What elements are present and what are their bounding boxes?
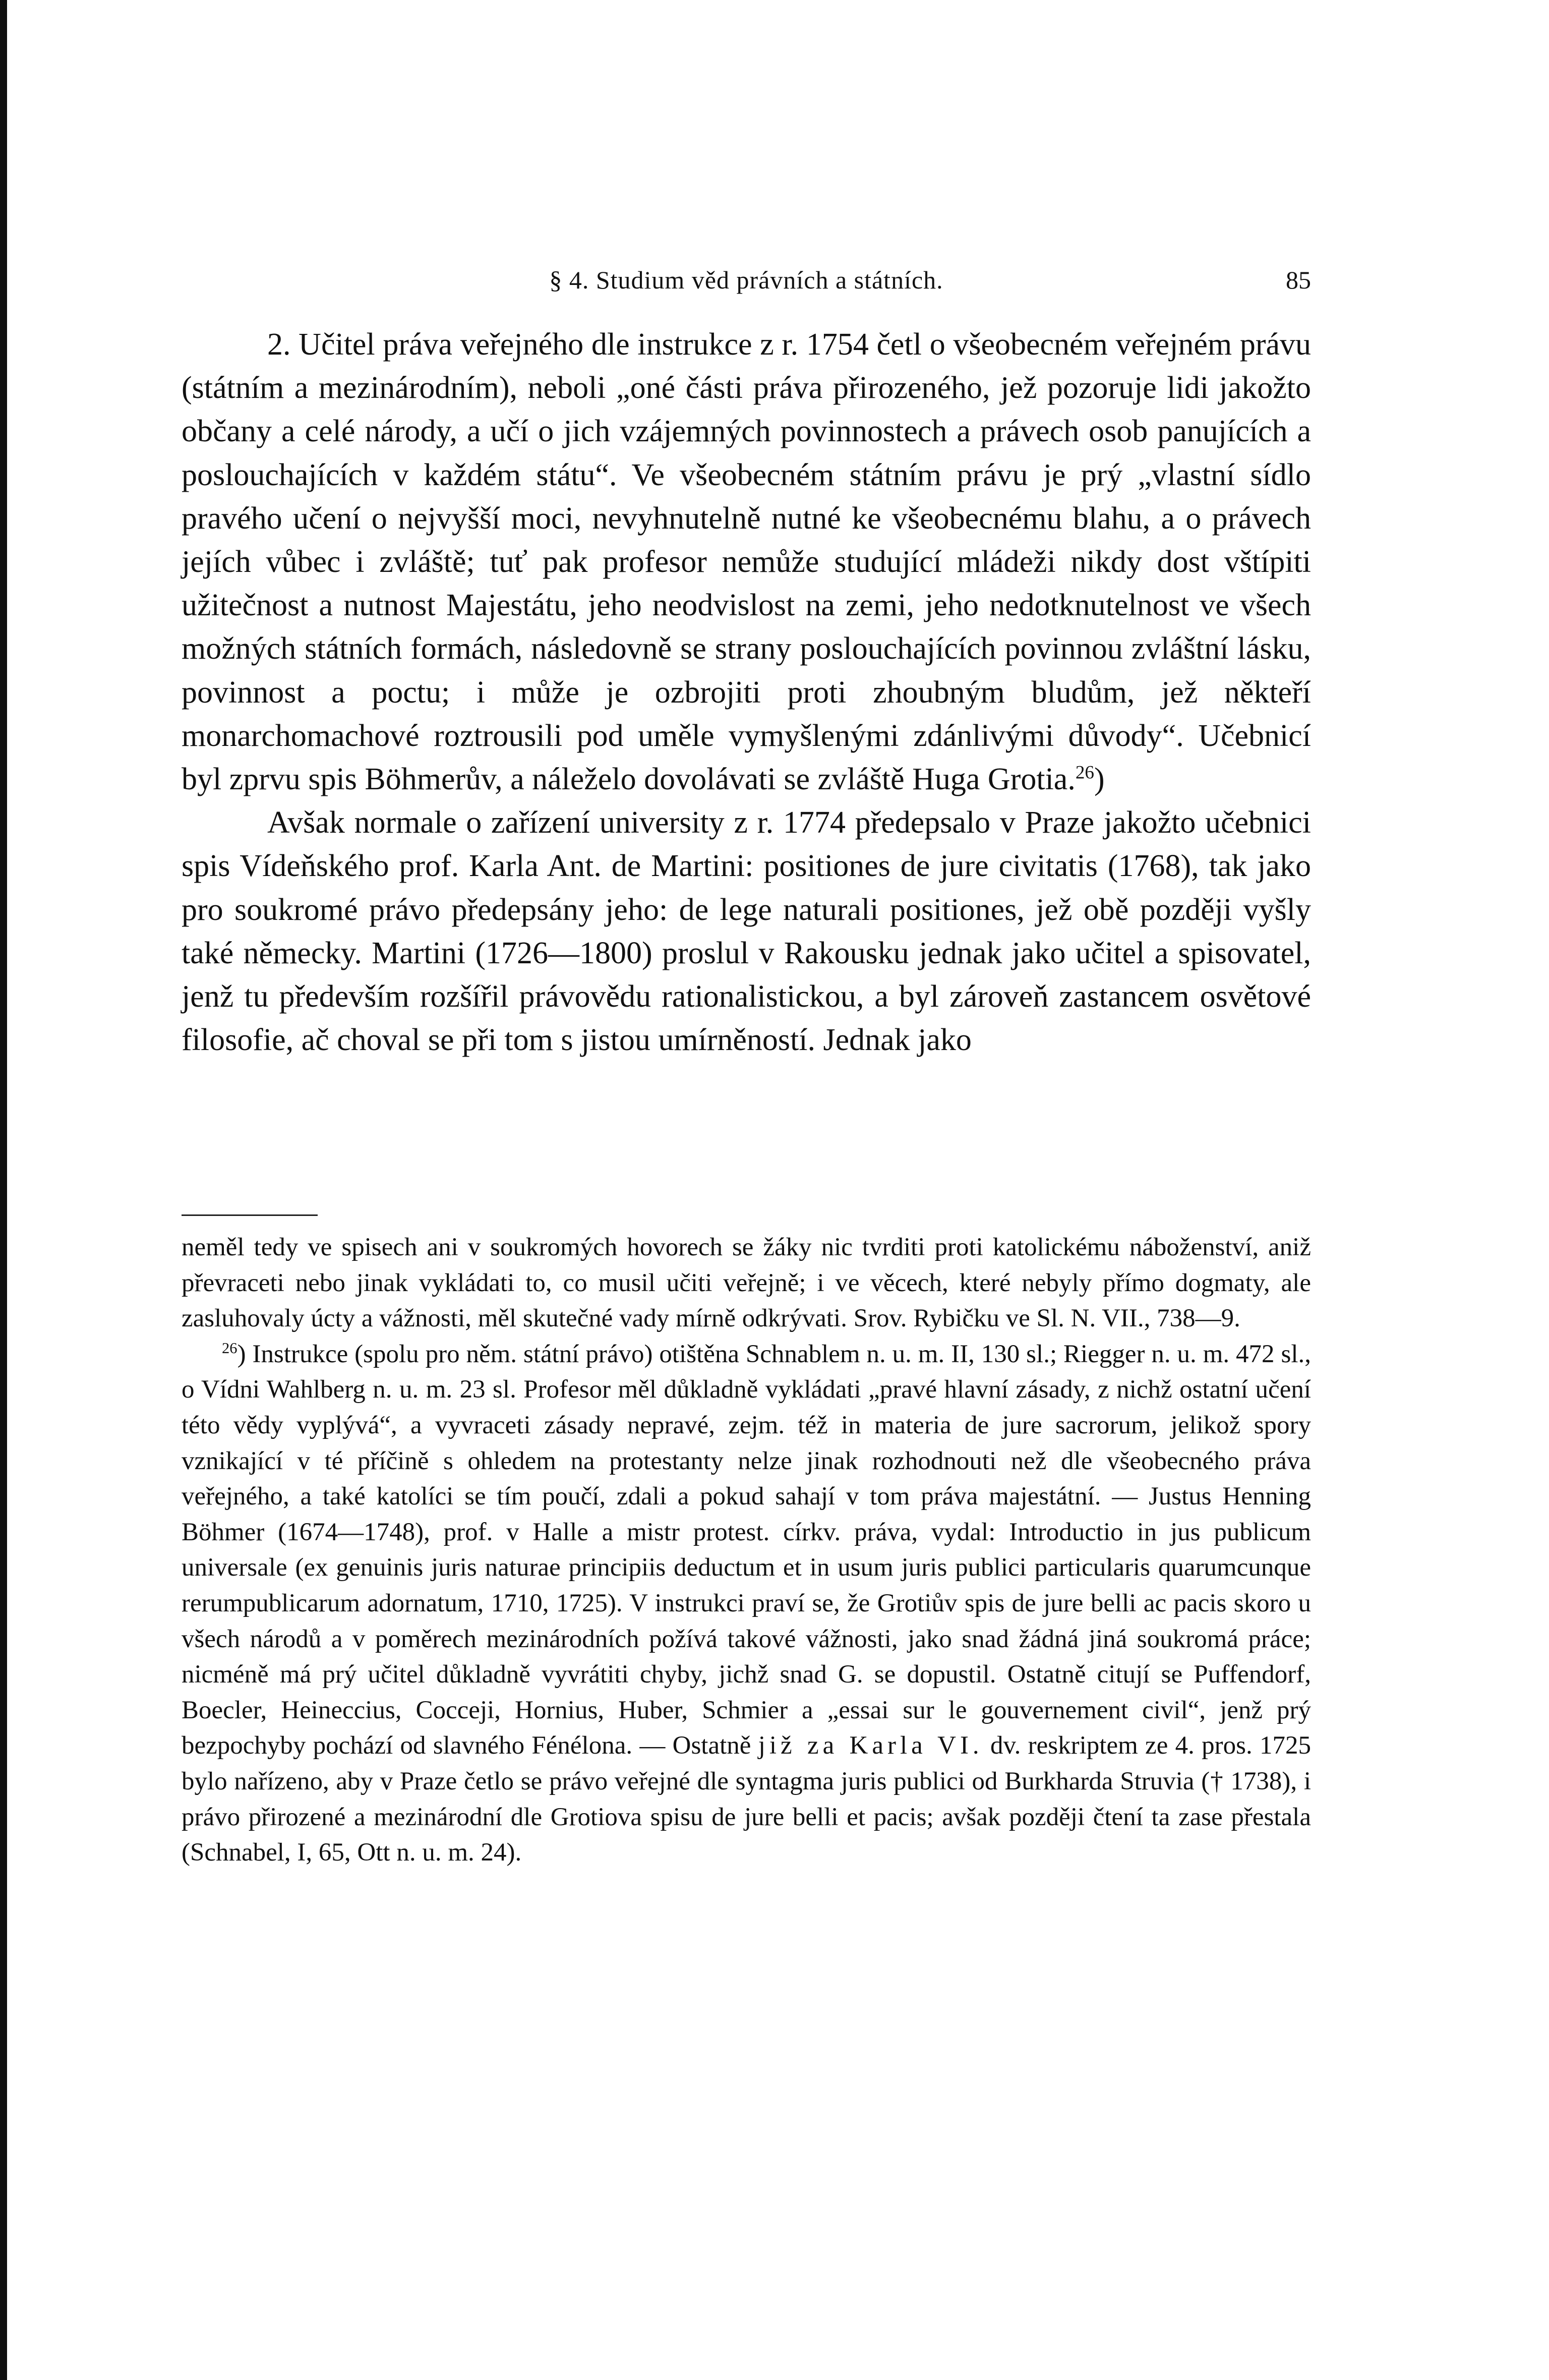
footnote-26-spaced-text: již za Karla VI.	[758, 1731, 983, 1760]
page-edge-border	[0, 0, 7, 2380]
paragraph-teacher-public-law	[182, 323, 1311, 801]
footnotes	[182, 1230, 1311, 1871]
footnote-26-marker: )	[237, 1340, 246, 1368]
page-number: 85	[1286, 266, 1311, 294]
footnote-26-number: 26	[222, 1339, 237, 1357]
footnote-26	[182, 1337, 1311, 1871]
running-title: § 4. Studium věd právních a státních.	[549, 266, 943, 294]
footnote-continued: neměl tedy ve spisech ani v soukromých hovorech se žáky nic tvrditi proti katolickému náboženství, aniž převraceti nebo jinak vykládati to, co musil učiti veřejně; i ve věcech, které nebyly přímo dogmaty, ale zasluhovaly úcty a vážnosti, měl skutečné vady mírně odkrývati. Srov. Rybičku ve Sl. N. VII., 738—9.	[182, 1233, 1311, 1333]
footnote-26-text-b: dv. reskriptem ze 4. pros. 1725 bylo nařízeno, aby v Praze četlo se právo veřejné dle syntagma juris publici od Burkharda Struvia († 1738), i právo přirozené a mezinárodní dle Grotiova spisu de jure belli et pacis; avšak později čtení ta zase přestala (Schnabel, I, 65, Ott n. u. m. 24).	[182, 1731, 1311, 1867]
running-head	[182, 262, 1311, 298]
footnote-ref-26: 26	[1075, 762, 1094, 783]
footnote-separator	[182, 1214, 318, 1216]
paragraph-text: 2. Učitel práva veřejného dle instrukce z r. 1754 četl o všeobecném veřejném právu (státním a mezinárodním), neboli „oné části práva přirozeného, jež pozoruje lidi jakožto občany a celé národy, a učí o jich vzájemných povinnostech a právech osob panujících a poslouchajících v každém státu“. Ve všeobecném státním právu je prý „vlastní sídlo pravého učení o nejvyšší moci, nevyhnutelně nutné ke všeobecnému blahu, a o právech jejích vůbec i zvláště; tuť pak profesor nemůže studující mládeži nikdy dost vštípiti užitečnost a nutnost Majestátu, jeho neodvislost na zemi, jeho nedotknutelnost ve všech možných státních formách, následovně se strany poslouchajících povinnou zvláštní lásku, povinnost a poctu; i může je ozbrojiti proti zhoubným bludům, jež někteří monarchomachové roztrousili pod uměle vymyšlenými zdánlivými důvody“. Učebnicí byl zprvu spis Böhmerův, a náleželo dovolávati se zvláště Huga Grotia.	[182, 327, 1311, 797]
footnote-ref-paren: )	[1094, 762, 1105, 797]
main-text	[182, 323, 1311, 1062]
footnote-26-text-a: Instrukce (spolu pro něm. státní právo) otištěna Schnablem n. u. m. II, 130 sl.; Riegger n. u. m. 472 sl., o Vídni Wahlberg n. u. m. 23 sl. Profesor měl důkladně vykládati „pravé hlavní zásady, z nichž ostatní učení této vědy vyplývá“, a vyvraceti zásady nepravé, zejm. též in materia de jure sacrorum, jelikož spory vznikající v té příčině s ohledem na protestanty nelze jinak rozhodnouti než dle všeobecného práva veřejného, a také katolíci se tím poučí, zdali a pokud sahají v tom práva majestátní. — Justus Henning Böhmer (1674—1748), prof. v Halle a mistr protest. církv. práva, vydal: Introductio in jus publicum universale (ex genuinis juris naturae principiis deductum et in usum juris publici particularis quarumcunque rerumpublicarum adornatum, 1710, 1725). V instrukci praví se, že Grotiův spis de jure belli ac pacis skoro u všech národů a v poměrech mezinárodních požívá takové vážnosti, jako snad žádná jiná soukromá práce; nicméně má prý učitel důkladně vyvrátiti chyby, jichž snad G. se dopustil. Ostatně citují se Puffendorf, Boecler, Heineccius, Cocceji, Hornius, Huber, Schmier a „essai sur le gouvernement civil“, jenž prý bezpochyby pochází od slavného Fénélona. — Ostatně	[182, 1340, 1311, 1760]
paragraph-normale-1774: Avšak normale o zařízení university z r. 1774 předepsalo v Praze jakožto učebnici spis Vídeňského prof. Karla Ant. de Martini: positiones de jure civitatis (1768), tak jako pro soukromé právo předepsány jeho: de lege naturali positiones, jež obě později vyšly také německy. Martini (1726—1800) proslul v Rakousku jednak jako učitel a spisovatel, jenž tu především rozšířil právovědu rationalistickou, a byl zároveň zastancem osvětové filosofie, ač choval se při tom s jistou umírněností. Jednak jako	[182, 805, 1311, 1058]
